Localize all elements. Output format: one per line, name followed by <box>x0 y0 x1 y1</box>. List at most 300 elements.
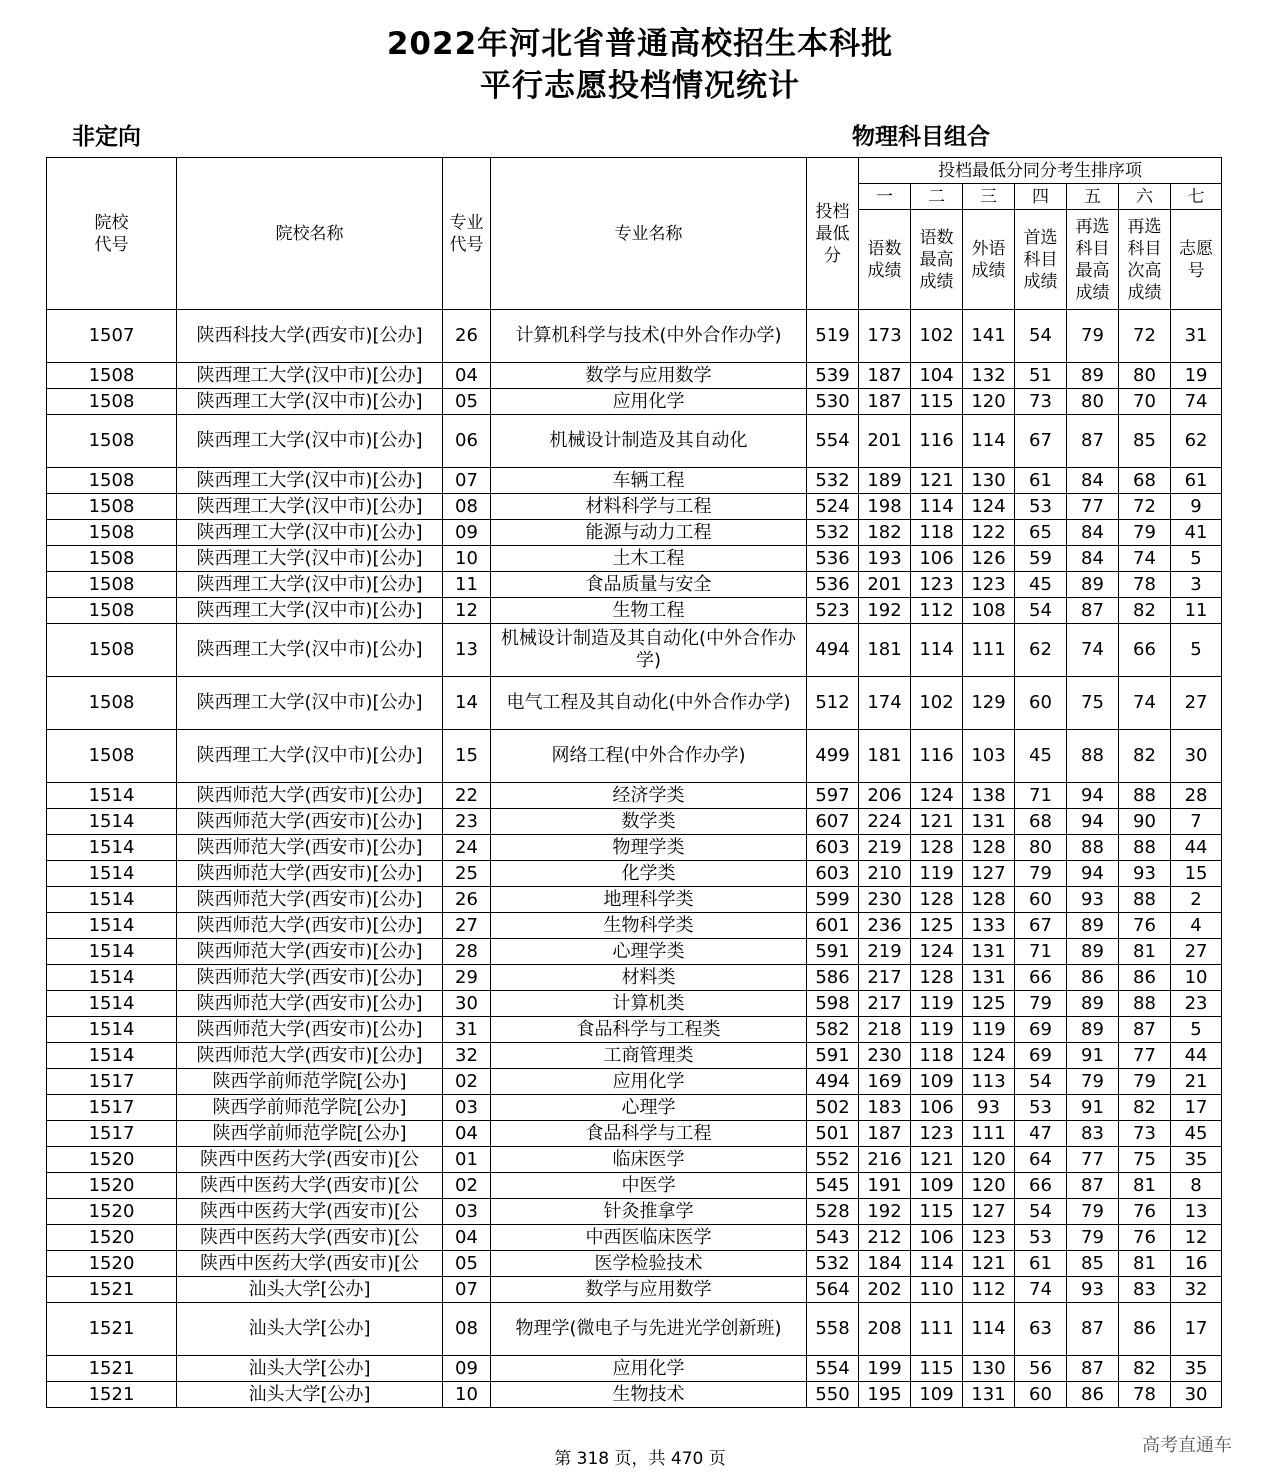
cell-first-subject: 60 <box>1015 1382 1067 1408</box>
cell-school-name: 陕西师范大学(西安市)[公办] <box>177 1043 443 1069</box>
cell-major-name: 中西医临床医学 <box>491 1225 807 1251</box>
cell-school-code: 1508 <box>47 363 177 389</box>
cell-choice-number: 5 <box>1171 1017 1222 1043</box>
table-row <box>47 1199 1222 1225</box>
cell-first-subject: 79 <box>1015 861 1067 887</box>
cell-chinese-math-max: 115 <box>911 1356 963 1382</box>
cell-second-subject-next: 72 <box>1119 494 1171 520</box>
cell-min-score: 539 <box>807 363 859 389</box>
cell-min-score: 603 <box>807 861 859 887</box>
cell-second-subject-max: 87 <box>1067 1173 1119 1199</box>
cell-chinese-math-max: 123 <box>911 572 963 598</box>
table-row <box>47 1303 1222 1356</box>
watermark: 高考直通车 <box>1142 1435 1232 1456</box>
cell-chinese-math: 212 <box>859 1225 911 1251</box>
cell-school-code: 1521 <box>47 1303 177 1356</box>
cell-first-subject: 65 <box>1015 520 1067 546</box>
cell-major-code: 05 <box>443 389 491 415</box>
table-row <box>47 624 1222 677</box>
header-rank-3: 三 <box>963 184 1015 210</box>
cell-choice-number: 45 <box>1171 1121 1222 1147</box>
cell-school-code: 1514 <box>47 939 177 965</box>
cell-school-name: 陕西理工大学(汉中市)[公办] <box>177 468 443 494</box>
cell-first-subject: 74 <box>1015 1277 1067 1303</box>
cell-major-name: 化学类 <box>491 861 807 887</box>
cell-first-subject: 51 <box>1015 363 1067 389</box>
cell-major-code: 04 <box>443 363 491 389</box>
cell-second-subject-next: 83 <box>1119 1277 1171 1303</box>
cell-major-name: 医学检验技术 <box>491 1251 807 1277</box>
cell-first-subject: 54 <box>1015 598 1067 624</box>
header-rank-2: 二 <box>911 184 963 210</box>
cell-first-subject: 64 <box>1015 1147 1067 1173</box>
cell-choice-number: 3 <box>1171 572 1222 598</box>
cell-chinese-math-max: 109 <box>911 1173 963 1199</box>
cell-school-name: 陕西理工大学(汉中市)[公办] <box>177 624 443 677</box>
cell-first-subject: 47 <box>1015 1121 1067 1147</box>
table-row <box>47 939 1222 965</box>
cell-foreign-lang: 112 <box>963 1277 1015 1303</box>
table-row <box>47 861 1222 887</box>
cell-chinese-math: 191 <box>859 1173 911 1199</box>
cell-first-subject: 79 <box>1015 991 1067 1017</box>
cell-major-code: 32 <box>443 1043 491 1069</box>
cell-major-name: 生物科学类 <box>491 913 807 939</box>
cell-min-score: 494 <box>807 1069 859 1095</box>
cell-school-code: 1508 <box>47 677 177 730</box>
cell-first-subject: 61 <box>1015 468 1067 494</box>
cell-major-code: 28 <box>443 939 491 965</box>
cell-min-score: 536 <box>807 546 859 572</box>
table-row <box>47 1121 1222 1147</box>
cell-school-name: 陕西师范大学(西安市)[公办] <box>177 783 443 809</box>
cell-choice-number: 9 <box>1171 494 1222 520</box>
header-rank-item-7: 志愿号 <box>1171 210 1222 310</box>
cell-chinese-math-max: 114 <box>911 1251 963 1277</box>
cell-major-name: 网络工程(中外合作办学) <box>491 730 807 783</box>
cell-choice-number: 5 <box>1171 546 1222 572</box>
cell-second-subject-max: 87 <box>1067 1356 1119 1382</box>
cell-min-score: 502 <box>807 1095 859 1121</box>
cell-chinese-math: 181 <box>859 624 911 677</box>
cell-second-subject-next: 81 <box>1119 939 1171 965</box>
cell-major-name: 临床医学 <box>491 1147 807 1173</box>
cell-school-code: 1508 <box>47 494 177 520</box>
cell-min-score: 586 <box>807 965 859 991</box>
cell-second-subject-max: 80 <box>1067 389 1119 415</box>
cell-school-name: 陕西理工大学(汉中市)[公办] <box>177 520 443 546</box>
table-row <box>47 809 1222 835</box>
cell-choice-number: 28 <box>1171 783 1222 809</box>
cell-second-subject-next: 82 <box>1119 598 1171 624</box>
cell-foreign-lang: 114 <box>963 1303 1015 1356</box>
cell-chinese-math: 192 <box>859 1199 911 1225</box>
header-rank-item-4: 首选科目成绩 <box>1015 210 1067 310</box>
cell-second-subject-next: 81 <box>1119 1251 1171 1277</box>
cell-major-code: 07 <box>443 1277 491 1303</box>
cell-school-code: 1514 <box>47 809 177 835</box>
cell-second-subject-next: 86 <box>1119 1303 1171 1356</box>
cell-first-subject: 54 <box>1015 310 1067 363</box>
table-row <box>47 1382 1222 1408</box>
cell-first-subject: 67 <box>1015 415 1067 468</box>
cell-first-subject: 66 <box>1015 965 1067 991</box>
cell-chinese-math: 206 <box>859 783 911 809</box>
cell-chinese-math: 219 <box>859 939 911 965</box>
cell-second-subject-max: 89 <box>1067 1017 1119 1043</box>
cell-foreign-lang: 131 <box>963 939 1015 965</box>
cell-major-name: 食品科学与工程类 <box>491 1017 807 1043</box>
cell-major-name: 应用化学 <box>491 1356 807 1382</box>
cell-chinese-math-max: 109 <box>911 1069 963 1095</box>
header-school-code: 院校代号 <box>47 158 177 310</box>
cell-major-name: 物理学(微电子与先进光学创新班) <box>491 1303 807 1356</box>
cell-second-subject-max: 79 <box>1067 1225 1119 1251</box>
cell-second-subject-next: 76 <box>1119 1199 1171 1225</box>
cell-major-code: 05 <box>443 1251 491 1277</box>
cell-foreign-lang: 138 <box>963 783 1015 809</box>
header-rank-5: 五 <box>1067 184 1119 210</box>
cell-school-name: 陕西学前师范学院[公办] <box>177 1069 443 1095</box>
cell-second-subject-next: 81 <box>1119 1173 1171 1199</box>
cell-chinese-math: 230 <box>859 887 911 913</box>
table-row <box>47 1277 1222 1303</box>
cell-major-code: 04 <box>443 1121 491 1147</box>
cell-first-subject: 69 <box>1015 1043 1067 1069</box>
cell-foreign-lang: 128 <box>963 887 1015 913</box>
cell-first-subject: 56 <box>1015 1356 1067 1382</box>
cell-major-code: 15 <box>443 730 491 783</box>
cell-min-score: 591 <box>807 1043 859 1069</box>
cell-foreign-lang: 131 <box>963 965 1015 991</box>
cell-choice-number: 44 <box>1171 835 1222 861</box>
cell-chinese-math: 236 <box>859 913 911 939</box>
cell-min-score: 603 <box>807 835 859 861</box>
cell-chinese-math-max: 111 <box>911 1303 963 1356</box>
cell-chinese-math-max: 110 <box>911 1277 963 1303</box>
cell-second-subject-max: 79 <box>1067 1199 1119 1225</box>
cell-foreign-lang: 124 <box>963 1043 1015 1069</box>
cell-chinese-math: 193 <box>859 546 911 572</box>
cell-major-code: 03 <box>443 1199 491 1225</box>
cell-school-name: 陕西中医药大学(西安市)[公 <box>177 1173 443 1199</box>
cell-school-name: 陕西理工大学(汉中市)[公办] <box>177 677 443 730</box>
cell-min-score: 601 <box>807 913 859 939</box>
cell-major-name: 物理学类 <box>491 835 807 861</box>
cell-foreign-lang: 131 <box>963 809 1015 835</box>
subtitle-right: 物理科目组合 <box>852 124 990 150</box>
cell-choice-number: 35 <box>1171 1356 1222 1382</box>
cell-school-code: 1514 <box>47 965 177 991</box>
cell-second-subject-max: 88 <box>1067 730 1119 783</box>
cell-major-code: 08 <box>443 494 491 520</box>
cell-major-code: 07 <box>443 468 491 494</box>
cell-foreign-lang: 128 <box>963 835 1015 861</box>
cell-second-subject-max: 89 <box>1067 363 1119 389</box>
cell-school-code: 1520 <box>47 1147 177 1173</box>
cell-first-subject: 53 <box>1015 1225 1067 1251</box>
cell-second-subject-next: 76 <box>1119 913 1171 939</box>
cell-choice-number: 11 <box>1171 598 1222 624</box>
cell-second-subject-next: 88 <box>1119 887 1171 913</box>
cell-first-subject: 45 <box>1015 730 1067 783</box>
cell-major-code: 04 <box>443 1225 491 1251</box>
cell-school-name: 陕西师范大学(西安市)[公办] <box>177 913 443 939</box>
cell-choice-number: 17 <box>1171 1303 1222 1356</box>
header-rank-item-1: 语数成绩 <box>859 210 911 310</box>
cell-second-subject-next: 77 <box>1119 1043 1171 1069</box>
cell-major-name: 中医学 <box>491 1173 807 1199</box>
cell-choice-number: 19 <box>1171 363 1222 389</box>
cell-foreign-lang: 120 <box>963 389 1015 415</box>
cell-major-code: 25 <box>443 861 491 887</box>
cell-chinese-math-max: 104 <box>911 363 963 389</box>
cell-second-subject-max: 85 <box>1067 1251 1119 1277</box>
table-row <box>47 783 1222 809</box>
cell-school-code: 1514 <box>47 1043 177 1069</box>
table-row <box>47 520 1222 546</box>
header-rank-1: 一 <box>859 184 911 210</box>
cell-chinese-math-max: 124 <box>911 939 963 965</box>
table-row <box>47 1017 1222 1043</box>
cell-min-score: 501 <box>807 1121 859 1147</box>
cell-min-score: 519 <box>807 310 859 363</box>
cell-chinese-math-max: 114 <box>911 624 963 677</box>
table-row <box>47 835 1222 861</box>
cell-foreign-lang: 126 <box>963 546 1015 572</box>
cell-choice-number: 74 <box>1171 389 1222 415</box>
cell-chinese-math-max: 119 <box>911 861 963 887</box>
cell-second-subject-next: 72 <box>1119 310 1171 363</box>
page-footer: 第 318 页，共 470 页 <box>554 1449 726 1469</box>
cell-school-name: 陕西中医药大学(西安市)[公 <box>177 1147 443 1173</box>
cell-second-subject-next: 66 <box>1119 624 1171 677</box>
cell-school-code: 1508 <box>47 546 177 572</box>
cell-min-score: 545 <box>807 1173 859 1199</box>
cell-school-name: 陕西理工大学(汉中市)[公办] <box>177 598 443 624</box>
cell-major-code: 24 <box>443 835 491 861</box>
cell-second-subject-max: 89 <box>1067 939 1119 965</box>
cell-school-name: 陕西理工大学(汉中市)[公办] <box>177 546 443 572</box>
cell-second-subject-next: 74 <box>1119 677 1171 730</box>
cell-major-code: 30 <box>443 991 491 1017</box>
table-row <box>47 730 1222 783</box>
table-row <box>47 1225 1222 1251</box>
cell-major-name: 车辆工程 <box>491 468 807 494</box>
cell-chinese-math: 201 <box>859 572 911 598</box>
cell-major-code: 12 <box>443 598 491 624</box>
cell-chinese-math: 187 <box>859 389 911 415</box>
cell-min-score: 554 <box>807 415 859 468</box>
cell-first-subject: 66 <box>1015 1173 1067 1199</box>
cell-chinese-math-max: 121 <box>911 1147 963 1173</box>
cell-school-name: 陕西理工大学(汉中市)[公办] <box>177 494 443 520</box>
cell-first-subject: 73 <box>1015 389 1067 415</box>
cell-school-code: 1508 <box>47 624 177 677</box>
cell-chinese-math-max: 128 <box>911 887 963 913</box>
cell-chinese-math-max: 115 <box>911 389 963 415</box>
cell-second-subject-max: 84 <box>1067 468 1119 494</box>
cell-school-code: 1507 <box>47 310 177 363</box>
header-rank-item-5: 再选科目最高成绩 <box>1067 210 1119 310</box>
table-row <box>47 1173 1222 1199</box>
cell-major-name: 数学与应用数学 <box>491 363 807 389</box>
cell-school-code: 1520 <box>47 1251 177 1277</box>
cell-second-subject-next: 93 <box>1119 861 1171 887</box>
cell-major-code: 09 <box>443 1356 491 1382</box>
cell-min-score: 543 <box>807 1225 859 1251</box>
cell-major-name: 数学与应用数学 <box>491 1277 807 1303</box>
cell-school-name: 陕西理工大学(汉中市)[公办] <box>177 730 443 783</box>
cell-first-subject: 61 <box>1015 1251 1067 1277</box>
cell-second-subject-max: 89 <box>1067 572 1119 598</box>
cell-school-name: 陕西学前师范学院[公办] <box>177 1095 443 1121</box>
cell-second-subject-max: 93 <box>1067 887 1119 913</box>
header-rank-7: 七 <box>1171 184 1222 210</box>
cell-chinese-math: 202 <box>859 1277 911 1303</box>
cell-major-code: 14 <box>443 677 491 730</box>
cell-min-score: 599 <box>807 887 859 913</box>
cell-major-name: 工商管理类 <box>491 1043 807 1069</box>
cell-school-code: 1514 <box>47 1017 177 1043</box>
cell-school-name: 陕西理工大学(汉中市)[公办] <box>177 363 443 389</box>
cell-chinese-math: 187 <box>859 363 911 389</box>
cell-major-name: 材料类 <box>491 965 807 991</box>
table-row <box>47 415 1222 468</box>
cell-chinese-math: 198 <box>859 494 911 520</box>
cell-second-subject-max: 77 <box>1067 1147 1119 1173</box>
cell-school-name: 陕西理工大学(汉中市)[公办] <box>177 415 443 468</box>
cell-first-subject: 67 <box>1015 913 1067 939</box>
cell-major-name: 心理学类 <box>491 939 807 965</box>
cell-first-subject: 54 <box>1015 1199 1067 1225</box>
cell-second-subject-max: 94 <box>1067 861 1119 887</box>
cell-major-code: 03 <box>443 1095 491 1121</box>
cell-chinese-math-max: 106 <box>911 546 963 572</box>
cell-foreign-lang: 120 <box>963 1147 1015 1173</box>
cell-second-subject-max: 88 <box>1067 835 1119 861</box>
cell-school-name: 陕西中医药大学(西安市)[公 <box>177 1251 443 1277</box>
cell-chinese-math: 173 <box>859 310 911 363</box>
cell-school-name: 陕西师范大学(西安市)[公办] <box>177 939 443 965</box>
cell-second-subject-next: 82 <box>1119 1095 1171 1121</box>
cell-school-code: 1508 <box>47 520 177 546</box>
cell-school-code: 1517 <box>47 1095 177 1121</box>
cell-major-name: 生物工程 <box>491 598 807 624</box>
cell-major-code: 31 <box>443 1017 491 1043</box>
cell-foreign-lang: 111 <box>963 624 1015 677</box>
cell-major-code: 10 <box>443 1382 491 1408</box>
table-row <box>47 310 1222 363</box>
cell-major-name: 应用化学 <box>491 1069 807 1095</box>
cell-chinese-math: 182 <box>859 520 911 546</box>
cell-min-score: 512 <box>807 677 859 730</box>
cell-major-code: 26 <box>443 887 491 913</box>
cell-first-subject: 53 <box>1015 1095 1067 1121</box>
cell-first-subject: 45 <box>1015 572 1067 598</box>
cell-chinese-math-max: 125 <box>911 913 963 939</box>
cell-chinese-math-max: 119 <box>911 991 963 1017</box>
cell-second-subject-max: 93 <box>1067 1277 1119 1303</box>
cell-second-subject-next: 82 <box>1119 1356 1171 1382</box>
cell-major-name: 数学类 <box>491 809 807 835</box>
cell-school-code: 1508 <box>47 598 177 624</box>
cell-major-name: 能源与动力工程 <box>491 520 807 546</box>
cell-choice-number: 12 <box>1171 1225 1222 1251</box>
cell-school-code: 1521 <box>47 1382 177 1408</box>
cell-second-subject-max: 86 <box>1067 965 1119 991</box>
cell-second-subject-next: 79 <box>1119 1069 1171 1095</box>
cell-major-name: 材料科学与工程 <box>491 494 807 520</box>
header-rank-4: 四 <box>1015 184 1067 210</box>
cell-chinese-math-max: 112 <box>911 598 963 624</box>
table-row <box>47 913 1222 939</box>
cell-school-name: 陕西师范大学(西安市)[公办] <box>177 809 443 835</box>
cell-first-subject: 53 <box>1015 494 1067 520</box>
cell-major-name: 生物技术 <box>491 1382 807 1408</box>
cell-major-code: 23 <box>443 809 491 835</box>
cell-school-name: 汕头大学[公办] <box>177 1277 443 1303</box>
cell-choice-number: 2 <box>1171 887 1222 913</box>
table-row <box>47 1043 1222 1069</box>
cell-school-name: 汕头大学[公办] <box>177 1382 443 1408</box>
cell-second-subject-next: 73 <box>1119 1121 1171 1147</box>
cell-choice-number: 10 <box>1171 965 1222 991</box>
cell-choice-number: 5 <box>1171 624 1222 677</box>
cell-school-code: 1514 <box>47 835 177 861</box>
cell-major-code: 26 <box>443 310 491 363</box>
cell-chinese-math: 224 <box>859 809 911 835</box>
table-row <box>47 389 1222 415</box>
cell-major-name: 食品科学与工程 <box>491 1121 807 1147</box>
cell-choice-number: 35 <box>1171 1147 1222 1173</box>
cell-major-code: 13 <box>443 624 491 677</box>
cell-choice-number: 21 <box>1171 1069 1222 1095</box>
header-major-name: 专业名称 <box>491 158 807 310</box>
cell-foreign-lang: 113 <box>963 1069 1015 1095</box>
cell-choice-number: 61 <box>1171 468 1222 494</box>
cell-foreign-lang: 131 <box>963 1382 1015 1408</box>
cell-major-code: 29 <box>443 965 491 991</box>
cell-choice-number: 15 <box>1171 861 1222 887</box>
cell-school-name: 陕西师范大学(西安市)[公办] <box>177 887 443 913</box>
cell-foreign-lang: 123 <box>963 572 1015 598</box>
cell-second-subject-next: 82 <box>1119 730 1171 783</box>
cell-school-code: 1521 <box>47 1356 177 1382</box>
cell-second-subject-max: 94 <box>1067 783 1119 809</box>
title-line-2: 平行志愿投档情况统计 <box>480 68 800 104</box>
cell-second-subject-max: 91 <box>1067 1095 1119 1121</box>
cell-second-subject-next: 80 <box>1119 363 1171 389</box>
cell-foreign-lang: 125 <box>963 991 1015 1017</box>
cell-school-name: 陕西中医药大学(西安市)[公 <box>177 1225 443 1251</box>
cell-min-score: 564 <box>807 1277 859 1303</box>
cell-school-code: 1517 <box>47 1121 177 1147</box>
cell-major-code: 01 <box>443 1147 491 1173</box>
cell-chinese-math: 181 <box>859 730 911 783</box>
cell-second-subject-next: 76 <box>1119 1225 1171 1251</box>
cell-min-score: 552 <box>807 1147 859 1173</box>
cell-second-subject-next: 74 <box>1119 546 1171 572</box>
cell-major-name: 土木工程 <box>491 546 807 572</box>
cell-foreign-lang: 103 <box>963 730 1015 783</box>
table-row <box>47 1147 1222 1173</box>
cell-school-code: 1517 <box>47 1069 177 1095</box>
cell-school-code: 1508 <box>47 468 177 494</box>
cell-foreign-lang: 119 <box>963 1017 1015 1043</box>
cell-second-subject-next: 79 <box>1119 520 1171 546</box>
cell-second-subject-max: 77 <box>1067 494 1119 520</box>
